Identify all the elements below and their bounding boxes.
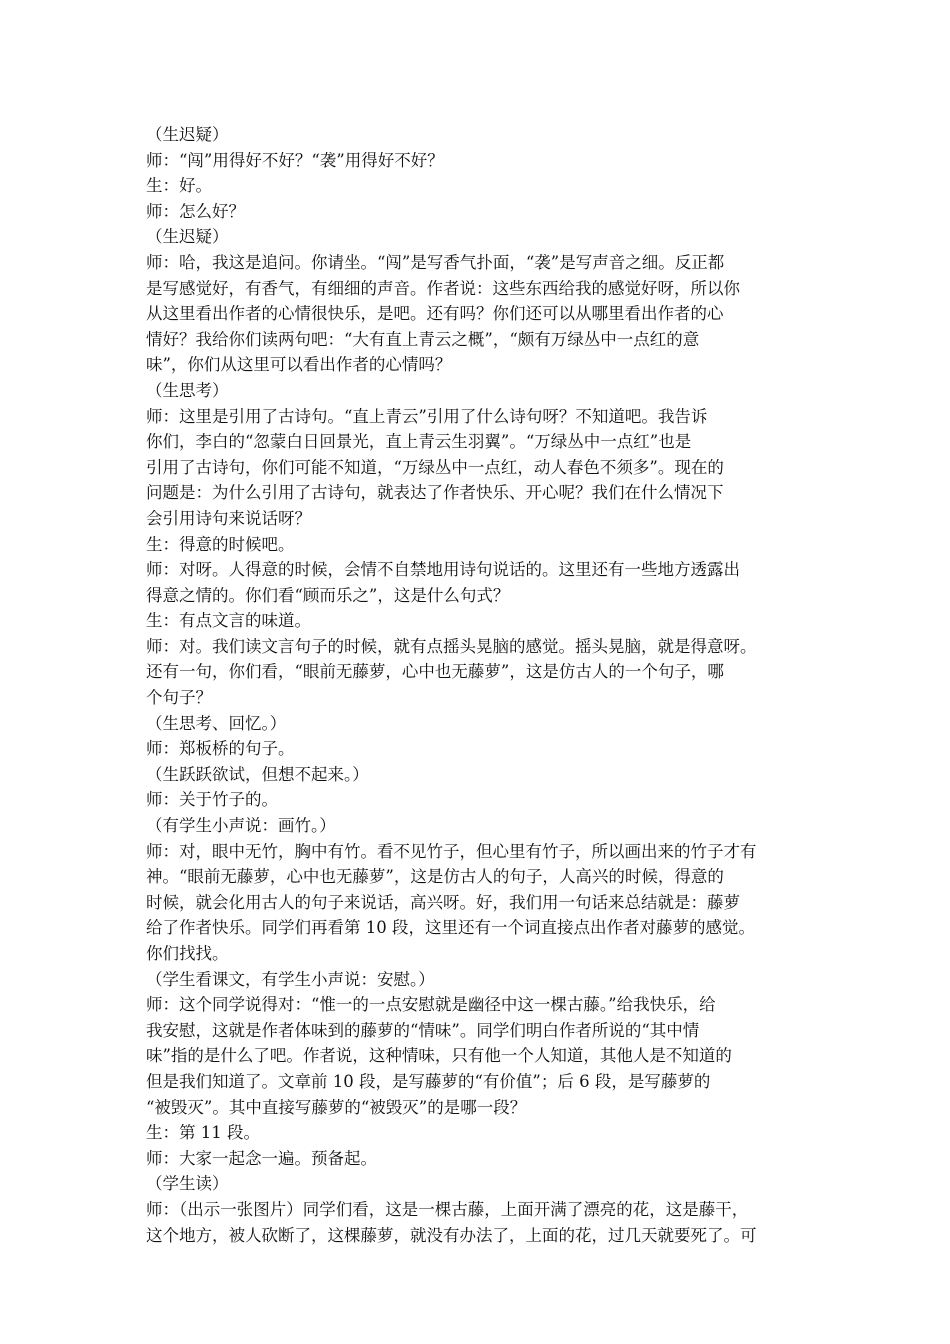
text-line: 味”，你们从这里可以看出作者的心情吗？ — [146, 355, 452, 375]
text-line: 师：关于竹子的。 — [146, 790, 278, 810]
text-line: 师：这里是引用了古诗句。“直上青云”引用了什么诗句呀？不知道吧。我告诉 — [146, 406, 708, 426]
text-line: 师：对呀。人得意的时候，会情不自禁地用诗句说话的。这里还有一些地方透露出 — [146, 560, 740, 580]
text-line: 师：对，眼中无竹，胸中有竹。看不见竹子，但心里有竹子，所以画出来的竹子才有 — [146, 841, 757, 861]
text-line: 还有一句，你们看，“眼前无藤萝，心中也无藤萝”，这是仿古人的一个句子，哪 — [146, 662, 724, 682]
text-line: 个句子？ — [146, 688, 212, 708]
text-line: 但是我们知道了。文章前 10 段，是写藤萝的“有价值”；后 6 段，是写藤萝的 — [146, 1071, 711, 1091]
text-line: 师：怎么好？ — [146, 201, 245, 221]
text-line: 问题是：为什么引用了古诗句，就表达了作者快乐、开心呢？我们在什么情况下 — [146, 483, 724, 503]
text-line: 生：好。 — [146, 176, 212, 196]
text-line: （生迟疑） — [146, 125, 229, 144]
text-line: （生迟疑） — [146, 227, 229, 247]
text-line: （生跃跃欲试，但想不起来。） — [146, 764, 369, 784]
text-line: （有学生小声说：画竹。） — [146, 816, 336, 836]
text-line: 神。“眼前无藤萝，心中也无藤萝”，这是仿古人的句子，人高兴的时候，得意的 — [146, 867, 724, 887]
text-line: 这个地方，被人砍断了，这棵藤萝，就没有办法了，上面的花，过几天就要死了。可 — [146, 1225, 757, 1245]
text-line: 师：“闯”用得好不好？“袭”用得好不好？ — [146, 150, 444, 170]
text-line: 情好？我给你们读两句吧：“大有直上青云之概”，“颇有万绿丛中一点红的意 — [146, 329, 700, 349]
text-line: 你们找找。 — [146, 944, 229, 963]
text-line: 生：得意的时候吧。 — [146, 534, 295, 554]
text-line: 师：郑板桥的句子。 — [146, 739, 295, 759]
text-line: 引用了古诗句，你们可能不知道，“万绿丛中一点红，动人春色不须多”。现在的 — [146, 457, 724, 477]
text-line: 师：大家一起念一遍。预备起。 — [146, 1148, 377, 1168]
text-line: 师：对。我们读文言句子的时候，就有点摇头晃脑的感觉。摇头晃脑，就是得意呀。 — [146, 636, 757, 656]
text-line: 师：哈，我这是追问。你请坐。“闯”是写香气扑面，“袭”是写声音之细。反正都 — [146, 252, 725, 272]
text-line: 是写感觉好，有香气，有细细的声音。作者说：这些东西给我的感觉好呀，所以你 — [146, 278, 740, 298]
text-line: 你们，李白的“忽蒙白日回景光，直上青云生羽翼”。“万绿丛中一点红”也是 — [146, 432, 692, 452]
text-line: 时候，就会化用古人的句子来说话，高兴呀。好，我们用一句话来总结就是：藤萝 — [146, 892, 740, 912]
text-line: 味”指的是什么了吧。作者说，这种情味，只有他一个人知道，其他人是不知道的 — [146, 1046, 732, 1066]
text-line: 师：这个同学说得对：“惟一的一点安慰就是幽径中这一棵古藤。”给我快乐，给 — [146, 995, 716, 1015]
text-line: 得意之情的。你们看“顾而乐之”，这是什么句式？ — [146, 585, 510, 605]
text-line: （学生看课文，有学生小声说：安慰。） — [146, 969, 435, 989]
text-line: 会引用诗句来说话呀？ — [146, 508, 311, 528]
text-line: （生思考、回忆。） — [146, 713, 287, 733]
text-line: 给了作者快乐。同学们再看第 10 段，这里还有一个词直接点出作者对藤萝的感觉。 — [146, 918, 755, 938]
text-line: 师：（出示一张图片）同学们看，这是一棵古藤，上面开满了漂亮的花，这是藤干， — [146, 1199, 749, 1219]
text-line: 生：有点文言的味道。 — [146, 611, 311, 631]
text-line: “被毁灭”。其中直接写藤萝的“被毁灭”的是哪一段？ — [146, 1097, 527, 1117]
text-line: 生：第 11 段。 — [146, 1123, 260, 1143]
document-page — [146, 122, 814, 1248]
text-line: （生思考） — [146, 380, 229, 400]
text-line: （学生读） — [146, 1174, 229, 1194]
text-line: 我安慰，这就是作者体味到的藤萝的“情味”。同学们明白作者所说的“其中情 — [146, 1020, 700, 1040]
text-line: 从这里看出作者的心情很快乐，是吧。还有吗？你们还可以从哪里看出作者的心 — [146, 304, 724, 324]
